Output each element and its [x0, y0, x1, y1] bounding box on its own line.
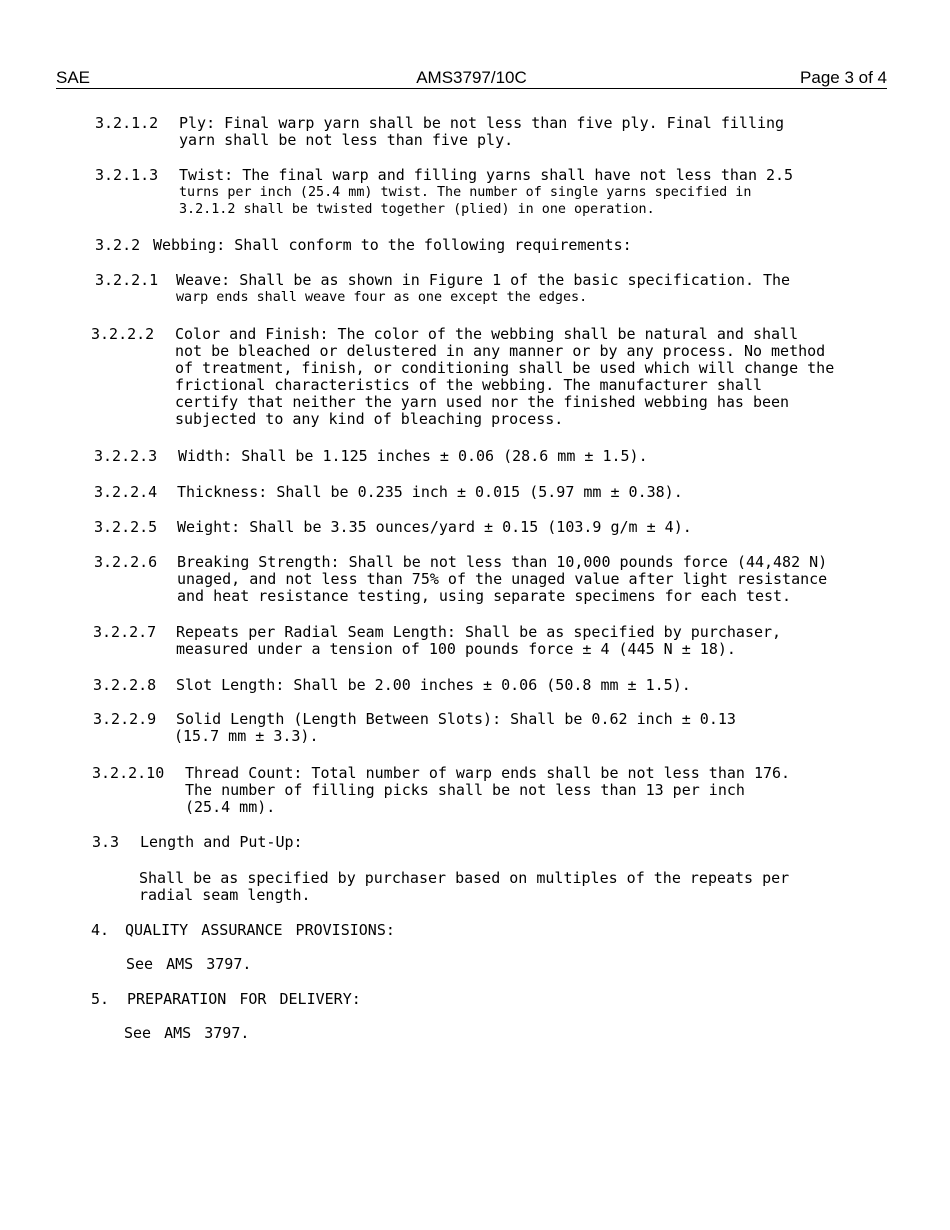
- para-line: warp ends shall weave four as one except the edges.: [176, 290, 588, 305]
- para-number: 3.2.2.8: [93, 676, 157, 694]
- para-number: 3.2.2: [95, 236, 141, 254]
- para-line: Breaking Strength: Shall be not less than 10,000 pounds force (44,482 N): [177, 553, 828, 571]
- para-line: radial seam length.: [139, 886, 311, 904]
- para-number: 4.: [91, 921, 110, 939]
- header-page-number: Page 3 of 4: [800, 68, 887, 87]
- para-number: 3.2.2.9: [93, 710, 157, 728]
- para-line: Repeats per Radial Seam Length: Shall be as specified by purchaser,: [176, 623, 782, 641]
- section-3-3-body: [139, 870, 789, 904]
- para-line: not be bleached or delustered in any manner or by any process. No method: [175, 342, 826, 360]
- section-heading: PREPARATION FOR DELIVERY:: [127, 990, 361, 1008]
- para-line: Weight: Shall be 3.35 ounces/yard ± 0.15 (103.9 g/m ± 4).: [177, 518, 692, 536]
- para-line: (15.7 mm ± 3.3).: [174, 727, 319, 745]
- para-line: 3.2.1.2 shall be twisted together (plied) in one operation.: [179, 202, 655, 217]
- para-number: 3.2.2.2: [91, 325, 155, 343]
- para-number: 3.2.1.3: [95, 166, 159, 184]
- para-number: 3.2.2.1: [95, 271, 159, 289]
- para-line: and heat resistance testing, using separate specimens for each test.: [177, 587, 792, 605]
- para-number: 5.: [91, 990, 110, 1008]
- para-line: measured under a tension of 100 pounds force ± 4 (445 N ± 18).: [176, 640, 736, 658]
- para-number: 3.2.2.5: [94, 518, 158, 536]
- page-header: [56, 68, 887, 89]
- para-line: See AMS 3797.: [124, 1024, 250, 1042]
- para-number: 3.2.2.4: [94, 483, 158, 501]
- para-line: (25.4 mm).: [185, 798, 276, 816]
- header-org: SAE: [56, 68, 91, 87]
- para-line: Thickness: Shall be 0.235 inch ± 0.015 (5.97 mm ± 0.38).: [177, 483, 683, 501]
- para-number: 3.2.2.6: [94, 553, 158, 571]
- para-number: 3.3: [92, 833, 120, 851]
- para-line: Slot Length: Shall be 2.00 inches ± 0.06 (50.8 mm ± 1.5).: [176, 676, 691, 694]
- section-heading: Length and Put-Up:: [140, 833, 303, 851]
- header-doc-id: AMS3797/10C: [416, 68, 527, 87]
- para-line: Width: Shall be 1.125 inches ± 0.06 (28.6 mm ± 1.5).: [178, 447, 648, 465]
- para-line: The number of filling picks shall be not less than 13 per inch: [185, 781, 745, 799]
- para-line: Color and Finish: The color of the webbing shall be natural and shall: [175, 325, 799, 343]
- para-line: unaged, and not less than 75% of the unaged value after light resistance: [177, 570, 828, 588]
- para-line: of treatment, finish, or conditioning shall be used which will change the: [175, 359, 835, 377]
- para-line: See AMS 3797.: [126, 955, 252, 973]
- para-line: Webbing: Shall conform to the following requirements:: [153, 236, 632, 254]
- para-line: Solid Length (Length Between Slots): Shall be 0.62 inch ± 0.13: [176, 710, 736, 728]
- para-line: Twist: The final warp and filling yarns shall have not less than 2.5: [179, 166, 794, 184]
- para-line: certify that neither the yarn used nor the finished webbing has been: [175, 393, 790, 411]
- para-line: Shall be as specified by purchaser based on multiples of the repeats per: [139, 869, 790, 887]
- para-number: 3.2.2.7: [93, 623, 157, 641]
- section-4-body: [126, 956, 251, 973]
- section-5-body: [124, 1025, 249, 1042]
- para-line: yarn shall be not less than five ply.: [179, 131, 514, 149]
- para-line: Weave: Shall be as shown in Figure 1 of the basic specification. The: [176, 271, 791, 289]
- para-line: Ply: Final warp yarn shall be not less than five ply. Final filling: [179, 114, 785, 132]
- para-line: Thread Count: Total number of warp ends shall be not less than 176.: [185, 764, 791, 782]
- para-line: turns per inch (25.4 mm) twist. The number of single yarns specified in: [179, 185, 752, 200]
- para-line: frictional characteristics of the webbing. The manufacturer shall: [175, 376, 762, 394]
- para-line: subjected to any kind of bleaching process.: [175, 410, 564, 428]
- para-number: 3.2.2.3: [94, 447, 158, 465]
- para-number: 3.2.1.2: [95, 114, 159, 132]
- para-number: 3.2.2.10: [92, 764, 165, 782]
- section-heading: QUALITY ASSURANCE PROVISIONS:: [125, 921, 395, 939]
